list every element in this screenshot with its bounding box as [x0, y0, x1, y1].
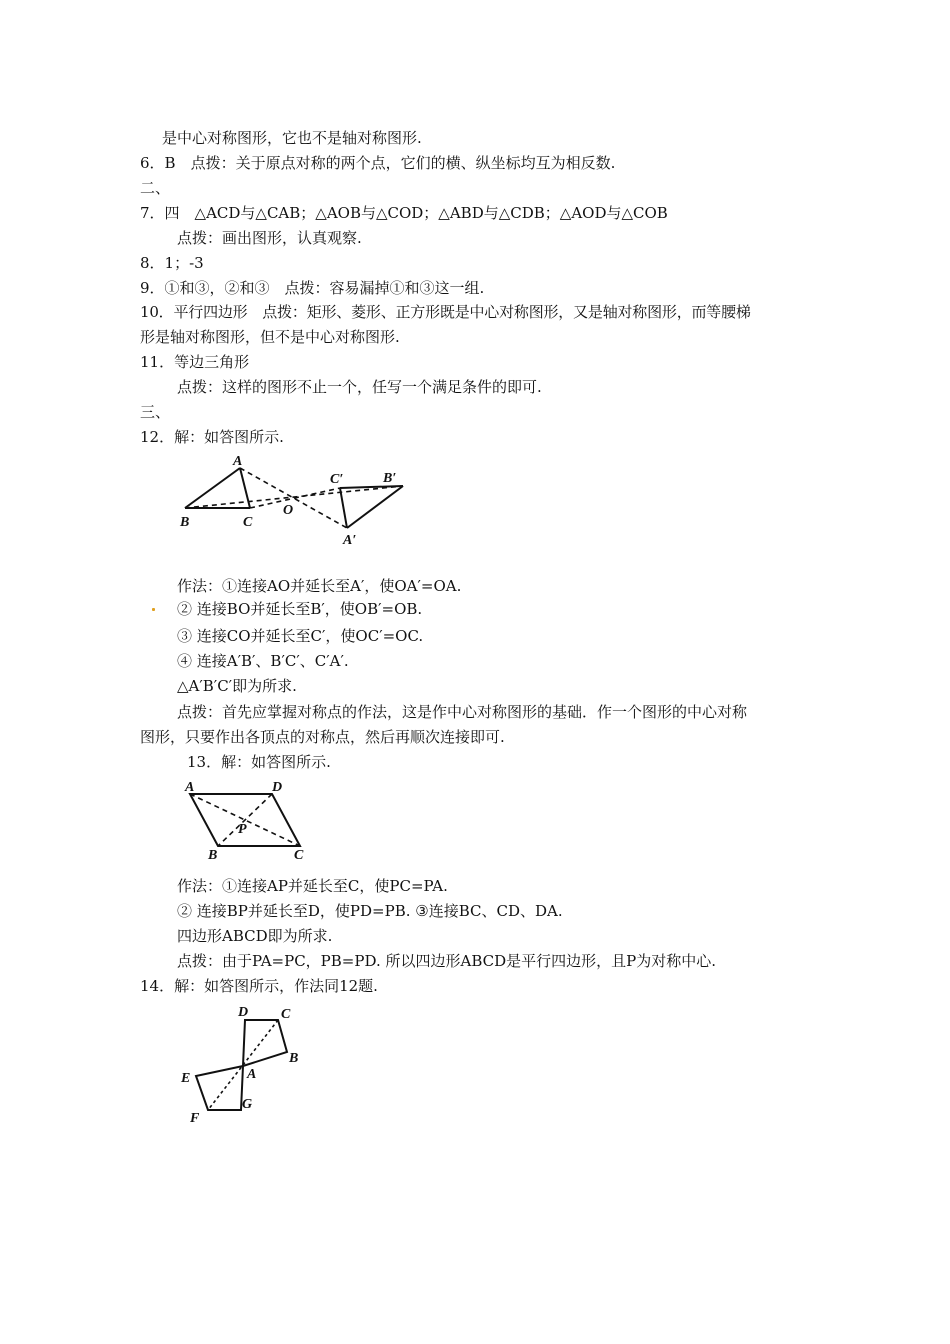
text-line: 7．四 △ACD与△CAB；△AOB与△COD；△ABD与△CDB；△AOD与△COB: [140, 204, 668, 222]
label-G: G: [242, 1097, 253, 1112]
figure-14-quadrilaterals: [175, 1000, 315, 1130]
text-line: 9．①和③，②和③ 点拨：容易漏掉①和③这一组.: [140, 279, 485, 297]
text-line: 图形，只要作出各顶点的对称点，然后再顺次连接即可.: [140, 728, 505, 746]
marker-dot: [152, 608, 155, 611]
text-line: 四边形ABCD即为所求.: [177, 927, 333, 945]
text-line: 11．等边三角形: [140, 353, 250, 371]
text-line: ② 连接BO并延长至B′，使OB′=OB.: [177, 600, 423, 618]
text-line: 是中心对称图形，它也不是轴对称图形.: [162, 129, 422, 147]
text-line: 二、: [140, 179, 171, 197]
text-line: 8．1；-3: [140, 254, 204, 272]
text-line: ③ 连接CO并延长至C′，使OC′=OC.: [177, 627, 424, 645]
label-D: D: [272, 780, 283, 795]
figure-13-parallelogram: [180, 777, 320, 867]
label-B: B: [180, 515, 190, 530]
text-line: 点拨：这样的图形不止一个，任写一个满足条件的即可.: [177, 378, 542, 396]
text-line: 14．解：如答图所示，作法同12题.: [140, 977, 378, 995]
label-E: E: [181, 1071, 191, 1086]
text-line: 6．B 点拨：关于原点对称的两个点，它们的横、纵坐标均互为相反数.: [140, 154, 616, 172]
label-A: A: [185, 780, 195, 795]
text-line: 点拨：画出图形，认真观察.: [177, 229, 362, 247]
label-D: D: [238, 1005, 249, 1020]
text-line: 13．解：如答图所示.: [187, 753, 331, 771]
label-C-prime: C′: [330, 472, 344, 487]
text-line: 三、: [140, 403, 171, 421]
label-B: B: [289, 1051, 299, 1066]
label-B-prime: B′: [383, 471, 397, 486]
label-A: A: [247, 1067, 257, 1082]
label-O: O: [283, 503, 294, 518]
label-P: P: [238, 822, 247, 837]
figure-12-triangles: [175, 450, 415, 550]
label-A-prime: A′: [343, 533, 357, 548]
label-C: C: [294, 848, 304, 863]
label-F: F: [190, 1111, 200, 1126]
text-line: ② 连接BP并延长至D，使PD=PB. ③连接BC、CD、DA.: [177, 902, 563, 920]
text-line: 12．解：如答图所示.: [140, 428, 284, 446]
text-line: 作法：①连接AO并延长至A′，使OA′=OA.: [177, 577, 462, 595]
label-A: A: [233, 454, 243, 469]
text-line: 10．平行四边形 点拨：矩形、菱形、正方形既是中心对称图形，又是轴对称图形，而等腰梯: [140, 303, 751, 321]
text-line: 作法：①连接AP并延长至C，使PC=PA.: [177, 877, 448, 895]
label-B: B: [208, 848, 218, 863]
text-line: ④ 连接A′B′、B′C′、C′A′.: [177, 652, 349, 670]
text-line: △A′B′C′即为所求.: [177, 677, 297, 695]
text-line: 点拨：首先应掌握对称点的作法，这是作中心对称图形的基础．作一个图形的中心对称: [177, 703, 748, 721]
text-line: 点拨：由于PA=PC，PB=PD. 所以四边形ABCD是平行四边形，且P为对称中心.: [177, 952, 716, 970]
text-line: 形是轴对称图形，但不是中心对称图形.: [140, 328, 400, 346]
label-C: C: [243, 515, 253, 530]
label-C: C: [281, 1007, 291, 1022]
